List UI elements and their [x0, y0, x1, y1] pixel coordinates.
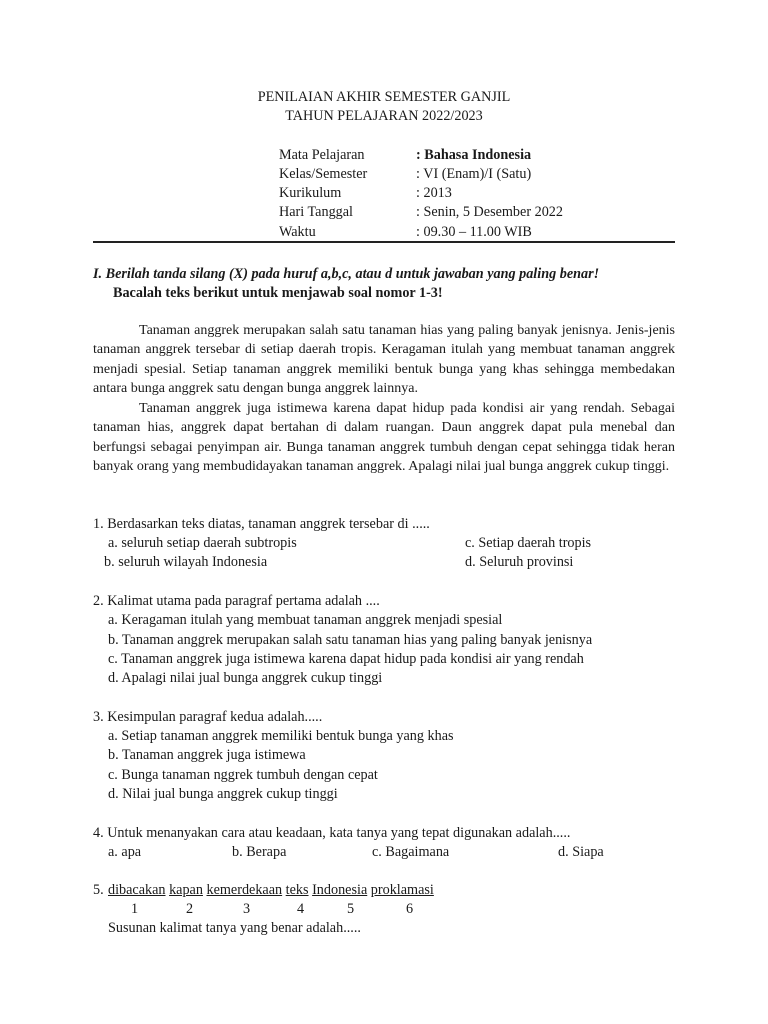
scrambled-word: dibacakan [108, 882, 166, 898]
word-number: 6 [406, 901, 414, 917]
exam-title: PENILAIAN AKHIR SEMESTER GANJIL [257, 89, 511, 105]
answer-option: c. Setiap daerah tropis [465, 535, 592, 551]
word-number: 4 [297, 901, 305, 917]
answer-option: c. Tanaman anggrek juga istimewa karena dapat hidup pada kondisi air yang rendah [108, 651, 584, 667]
scrambled-word: teks [285, 882, 309, 898]
passage-paragraph-1: Tanaman anggrek merupakan salah satu tanaman hias yang paling banyak jenisnya. Jenis-jenis tanaman anggrek tersebar di setiap daerah tropis. Keragaman itulah yang membuat tanaman anggrek menjadi spesial. Setiap tanaman anggrek memiliki bentuk bunga yang khas sehingga membedakan antara bunga anggrek satu dengan bunga anggrek lainnya. [93, 323, 675, 397]
answer-option: c. Bunga tanaman nggrek tumbuh dengan cepat [108, 767, 378, 783]
word-number: 2 [186, 901, 194, 917]
question-number: 5. [93, 882, 104, 898]
question-stem: 1. Berdasarkan teks diatas, tanaman anggrek tersebar di ..... [93, 516, 430, 532]
question-stem: 3. Kesimpulan paragraf kedua adalah..... [93, 709, 323, 725]
answer-option: a. Keragaman itulah yang membuat tanaman anggrek menjadi spesial [108, 612, 503, 628]
answer-option: d. Apalagi nilai jual bunga anggrek cukup tinggi [108, 670, 383, 686]
answer-option: a. Setiap tanaman anggrek memiliki bentuk bunga yang khas [108, 728, 454, 744]
info-label-subject: Mata Pelajaran [279, 147, 365, 163]
scrambled-word: kemerdekaan [206, 882, 283, 898]
school-year: TAHUN PELAJARAN 2022/2023 [285, 108, 483, 124]
info-value-date: : Senin, 5 Desember 2022 [416, 204, 563, 220]
question-stem: 2. Kalimat utama pada paragraf pertama adalah .... [93, 593, 380, 609]
question-follow-up: Susunan kalimat tanya yang benar adalah..... [108, 920, 361, 936]
passage-paragraph-2: Tanaman anggrek juga istimewa karena dapat hidup pada kondisi air yang rendah. Sebagai tanaman hias, anggrek dapat bertahan di dalam ruangan. Daun anggrek dapat pula menebal dan berfungsi sebagai penyimpan air. Bunga tanaman anggrek tumbuh dengan cepat sehingga tidak heran banyak orang yang membudidayakan tanaman anggrek. Apalagi nilai jual bunga anggrek cukup tinggi. [93, 401, 675, 475]
word-number: 5 [347, 901, 355, 917]
info-value-subject: : Bahasa Indonesia [416, 147, 532, 163]
section-sub-instruction: Bacalah teks berikut untuk menjawab soal nomor 1-3! [113, 285, 443, 301]
info-label-curriculum: Kurikulum [279, 185, 342, 201]
info-value-class: : VI (Enam)/I (Satu) [416, 166, 532, 182]
answer-option: d. Seluruh provinsi [465, 554, 574, 570]
info-label-class: Kelas/Semester [279, 166, 368, 182]
answer-option: c. Bagaimana [372, 844, 450, 860]
scrambled-words [108, 881, 434, 899]
scrambled-word: proklamasi [370, 882, 434, 898]
info-label-time: Waktu [279, 224, 316, 240]
answer-option: b. Berapa [232, 844, 287, 860]
info-value-time: : 09.30 – 11.00 WIB [416, 224, 532, 240]
header-divider [93, 241, 675, 243]
section-instruction: I. Berilah tanda silang (X) pada huruf a,b,c, atau d untuk jawaban yang paling benar! [93, 266, 600, 282]
answer-option: a. apa [108, 844, 142, 860]
answer-option: a. seluruh setiap daerah subtropis [108, 535, 297, 551]
info-value-curriculum: : 2013 [416, 185, 452, 201]
answer-option: b. Tanaman anggrek merupakan salah satu tanaman hias yang paling banyak jenisnya [108, 632, 593, 648]
info-label-date: Hari Tanggal [279, 204, 353, 220]
answer-option: d. Siapa [558, 844, 604, 860]
answer-option: d. Nilai jual bunga anggrek cukup tinggi [108, 786, 338, 802]
word-number: 3 [243, 901, 251, 917]
scrambled-word: kapan [169, 882, 203, 898]
word-number: 1 [131, 901, 139, 917]
scrambled-word: Indonesia [312, 882, 368, 898]
answer-option: b. seluruh wilayah Indonesia [104, 554, 268, 570]
question-stem: 4. Untuk menanyakan cara atau keadaan, kata tanya yang tepat digunakan adalah..... [93, 825, 571, 841]
answer-option: b. Tanaman anggrek juga istimewa [108, 747, 306, 763]
